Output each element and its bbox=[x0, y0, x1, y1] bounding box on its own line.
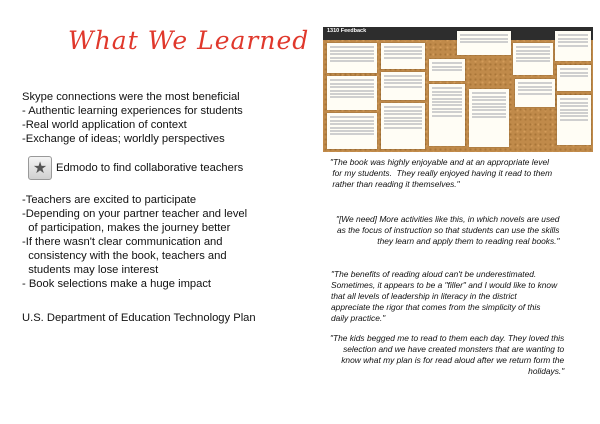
technology-plan-text: U.S. Department of Education Technology Plan bbox=[22, 312, 256, 324]
feedback-board-screenshot bbox=[323, 27, 593, 152]
edmodo-item bbox=[28, 156, 243, 180]
feedback-quote: "The kids begged me to read to them each day. They loved this selection and we have created monsters that are wanting to know what my plan is for read aloud after we return form the holidays." bbox=[330, 333, 565, 376]
finding-line: consistency with the book, teachers and bbox=[22, 250, 227, 262]
finding-line: - Book selections make a huge impact bbox=[22, 278, 212, 290]
sticky-note bbox=[381, 43, 425, 69]
sticky-note bbox=[429, 84, 465, 146]
finding-line: -If there wasn't clear communication and bbox=[22, 236, 223, 248]
sticky-note bbox=[457, 31, 511, 55]
sticky-note bbox=[381, 103, 425, 149]
sticky-note bbox=[513, 43, 553, 75]
sticky-note bbox=[557, 65, 591, 91]
sticky-note bbox=[515, 79, 555, 107]
finding-line: -Exchange of ideas; worldly perspectives bbox=[22, 133, 225, 145]
finding-line: -Teachers are excited to participate bbox=[22, 194, 197, 206]
sticky-note bbox=[557, 95, 591, 145]
teacher-findings bbox=[22, 193, 247, 291]
technology-plan bbox=[22, 311, 256, 325]
finding-line: Skype connections were the most beneficial bbox=[22, 91, 240, 103]
feedback-quote: "The book was highly enjoyable and at an appropriate level for my students. They really enjoyed having it read to them rather than reading it themselves." bbox=[330, 157, 553, 189]
sticky-note bbox=[381, 72, 425, 100]
finding-line: of participation, makes the journey better bbox=[22, 222, 231, 234]
finding-line: students may lose interest bbox=[22, 264, 159, 276]
edmodo-text: Edmodo to find collaborative teachers bbox=[56, 162, 244, 174]
sticky-note bbox=[429, 59, 465, 81]
sticky-note bbox=[469, 89, 509, 147]
board-title: 1310 Feedback bbox=[327, 28, 367, 34]
feedback-quote: "[We need] More activities like this, in which novels are used as the focus of instruction so that students can use the skills they learn and apply them to reading real books." bbox=[336, 214, 560, 246]
page-title: What We Learned bbox=[68, 26, 310, 55]
finding-line: -Real world application of context bbox=[22, 119, 187, 131]
sticky-note bbox=[327, 113, 377, 149]
skype-findings bbox=[22, 90, 243, 146]
finding-line: -Depending on your partner teacher and level bbox=[22, 208, 248, 220]
sticky-note bbox=[327, 43, 377, 73]
sticky-note bbox=[327, 76, 377, 110]
star-icon: ★ bbox=[28, 156, 52, 180]
sticky-note bbox=[555, 31, 591, 61]
finding-line: - Authentic learning experiences for students bbox=[22, 105, 243, 117]
feedback-quote: "The benefits of reading aloud can't be underestimated. Sometimes, it appears to be a "filler" and I would like to know that all levels of leadership in literacy in the district appreciate the rigor that comes from the simplicity of this daily practice." bbox=[331, 269, 558, 323]
